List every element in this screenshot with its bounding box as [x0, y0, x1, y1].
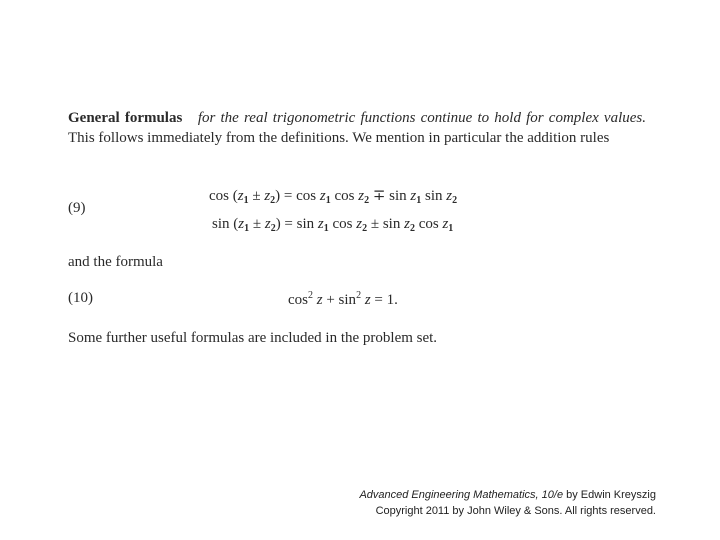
eq9-l2-t4z: z: [442, 216, 449, 232]
intro-italic-text: for the real trigonometric functions continue to hold for complex values.: [197, 110, 647, 126]
footer-copyright: Copyright 2011 by John Wiley & Sons. All rights reserved.: [375, 505, 656, 517]
eq9-l1-t3z: z: [410, 188, 417, 204]
eq9-l2-op: ±: [249, 216, 265, 232]
eq9-l2-t2z: z: [356, 216, 363, 232]
eq9-l2-za: z: [238, 216, 245, 232]
eq9-l1-zb: z: [264, 188, 271, 204]
eq10-cos: cos: [288, 292, 308, 308]
intro-paragraph: [68, 108, 646, 148]
intro-rest-text: This follows immediately from the definitions. We mention in particular the addition rules: [68, 130, 610, 146]
eq9-l1-t2s: 2: [364, 195, 370, 206]
eq9-l2-sign: ±: [367, 216, 383, 232]
connector-text: and the formula: [68, 254, 163, 270]
eq9-l1-t4s: 2: [452, 195, 458, 206]
intro-heading: General formulas: [68, 110, 183, 126]
eq10-z1: z: [316, 292, 323, 308]
eq9-l1-t3s: 1: [416, 195, 422, 206]
equation-9-line-1: [209, 186, 457, 206]
eq9-l1-lhs: cos: [209, 188, 229, 204]
footer-book-title: Advanced Engineering Mathematics, 10/e: [359, 489, 564, 501]
eq9-l2-close: ) =: [275, 216, 297, 232]
eq9-l1-zasub: 1: [243, 195, 249, 206]
eq9-l1-t1s: 1: [325, 195, 331, 206]
eq9-l2-zb: z: [264, 216, 271, 232]
eq9-l1-t4: sin: [421, 188, 447, 204]
eq9-l2-t1s: 1: [323, 223, 329, 234]
equation-10: [288, 290, 398, 309]
eq9-l1-t1: cos: [296, 188, 320, 204]
eq9-l2-zbsub: 2: [270, 223, 276, 234]
eq9-l2-t4: cos: [414, 216, 443, 232]
eq9-l1-t2: cos: [330, 188, 359, 204]
equation-9-line-2: [212, 216, 453, 234]
equation-10-number: (10): [68, 290, 93, 306]
footer-book-line: [359, 489, 656, 501]
eq9-l2-t2: cos: [328, 216, 357, 232]
eq9-l2-t1z: z: [317, 216, 324, 232]
eq9-l2-t4s: 1: [448, 223, 454, 234]
eq9-l2-t3: sin: [382, 216, 405, 232]
eq9-l2-lhs: sin: [212, 216, 230, 232]
eq9-l1-op: ±: [248, 188, 265, 204]
eq9-l1-t4z: z: [446, 188, 453, 204]
eq9-l2-t1: sin: [296, 216, 318, 232]
eq9-l1-t3: sin: [389, 188, 411, 204]
closing-text: Some further useful formulas are included in the problem set.: [68, 330, 438, 346]
eq9-l1-zbsub: 2: [270, 195, 276, 206]
eq9-l1-t2z: z: [358, 188, 365, 204]
equation-9-number: (9): [68, 200, 86, 216]
eq9-l2-open: (: [229, 216, 239, 232]
eq9-l2-zasub: 1: [244, 223, 250, 234]
eq9-l2-t3z: z: [404, 216, 410, 232]
eq9-l2-t2s: 2: [362, 223, 368, 234]
eq9-l1-za: z: [237, 188, 244, 204]
eq9-l2-t3s: 2: [409, 223, 415, 234]
eq9-l1-sign: ∓: [369, 188, 390, 204]
eq10-end: = 1.: [370, 292, 398, 308]
footer-author: by Edwin Kreyszig: [563, 489, 656, 501]
eq9-l1-close: ) =: [275, 188, 297, 204]
eq9-l1-t1z: z: [319, 188, 326, 204]
eq10-sup2: 2: [356, 290, 362, 301]
eq10-z2: z: [364, 292, 371, 308]
eq9-l1-open: (: [229, 188, 238, 204]
eq10-sup1: 2: [308, 290, 313, 301]
eq10-plus-sin: + sin: [322, 292, 357, 308]
